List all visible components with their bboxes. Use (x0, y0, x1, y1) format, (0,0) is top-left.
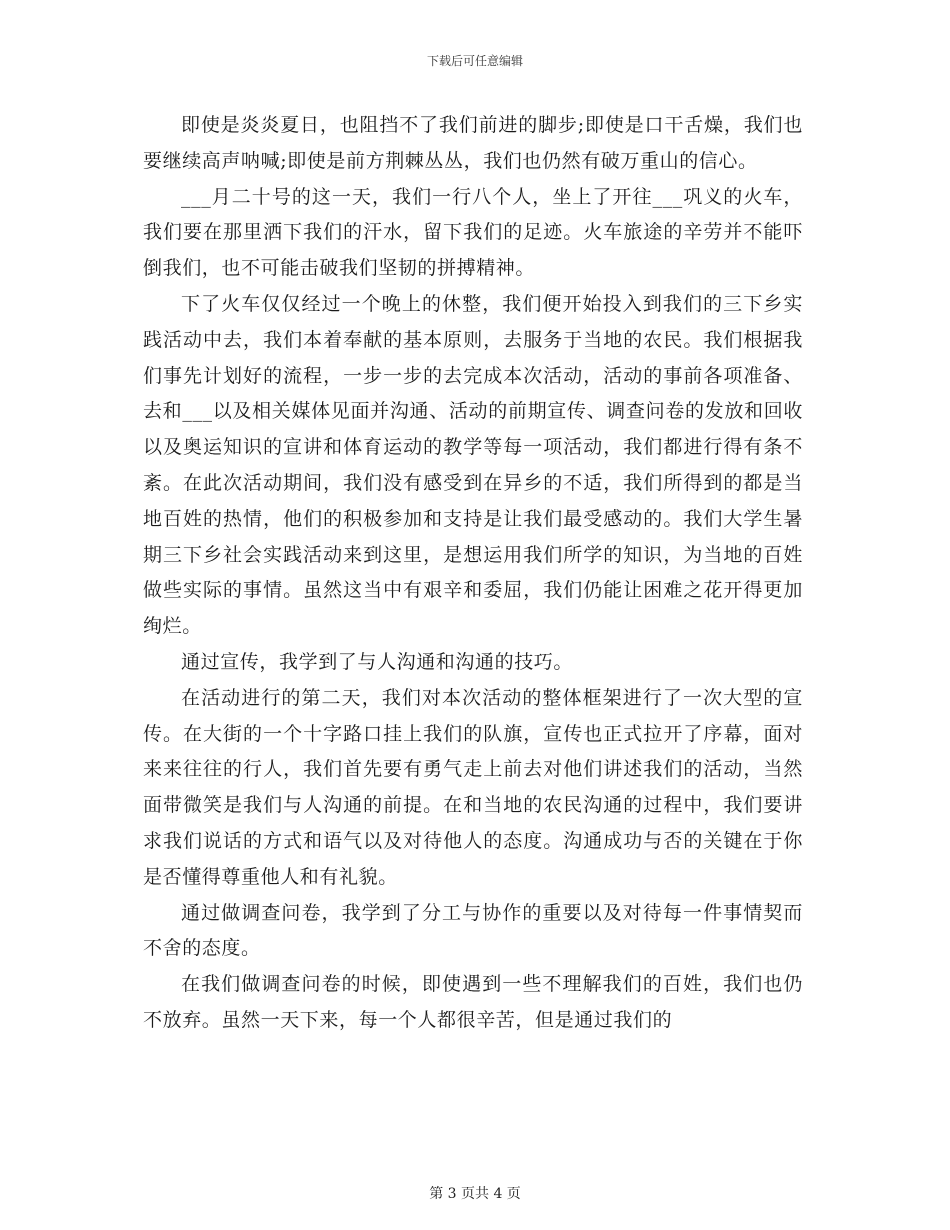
paragraph-6: 通过做调查问卷，我学到了分工与协作的重要以及对待每一件事情契而不舍的态度。 (143, 901, 803, 960)
document-body (143, 108, 803, 1039)
page-header-note: 下载后可任意编辑 (426, 54, 523, 68)
paragraph-4: 通过宣传，我学到了与人沟通和沟通的技巧。 (181, 650, 574, 673)
paragraph-2: ___月二十号的这一天，我们一行八个人，坐上了开往___巩义的火车，我们要在那里洒下我们的汗水，留下我们的足迹。火车旅途的辛劳并不能吓倒我们，也不可能击破我们坚韧的拼搏精神。 (143, 185, 803, 280)
paragraph-1: 即使是炎炎夏日，也阻挡不了我们前进的脚步;即使是口干舌燥，我们也要继续高声呐喊;即使是前方荆棘丛丛，我们也仍然有破万重山的信心。 (143, 114, 803, 172)
page-number-footer: 第 3 页共 4 页 (429, 1186, 521, 1202)
paragraph-3: 下了火车仅仅经过一个晚上的休整，我们便开始投入到我们的三下乡实践活动中去，我们本着奉献的基本原则，去服务于当地的农民。我们根据我们事先计划好的流程，一步一步的去完成本次活动，活动的事前各项准备、去和___以及相关媒体见面并沟通、活动的前期宣传、调查问卷的发放和回收以及奥运知识的宣讲和体育运动的教学等每一项活动，我们都进行得有条不紊。在此次活动期间，我们没有感受到在异乡的不适，我们所得到的都是当地百姓的热情，他们的积极参加和支持是让我们最受感动的。我们大学生暑期三下乡社会实践活动来到这里，是想运用我们所学的知识，为当地的百姓做些实际的事情。虽然这当中有艰辛和委屈，我们仍能让困难之花开得更加绚烂。 (143, 292, 803, 638)
paragraph-5: 在活动进行的第二天，我们对本次活动的整体框架进行了一次大型的宣传。在大街的一个十字路口挂上我们的队旗，宣传也正式拉开了序幕，面对来来往往的行人，我们首先要有勇气走上前去对他们讲述我们的活动，当然面带微笑是我们与人沟通的前提。在和当地的农民沟通的过程中，我们要讲求我们说话的方式和语气以及对待他人的态度。沟通成功与否的关键在于你是否懂得尊重他人和有礼貌。 (143, 686, 803, 888)
paragraph-7: 在我们做调查问卷的时候，即使遇到一些不理解我们的百姓，我们也仍不放弃。虽然一天下来，每一个人都很辛苦，但是通过我们的 (143, 973, 803, 1031)
